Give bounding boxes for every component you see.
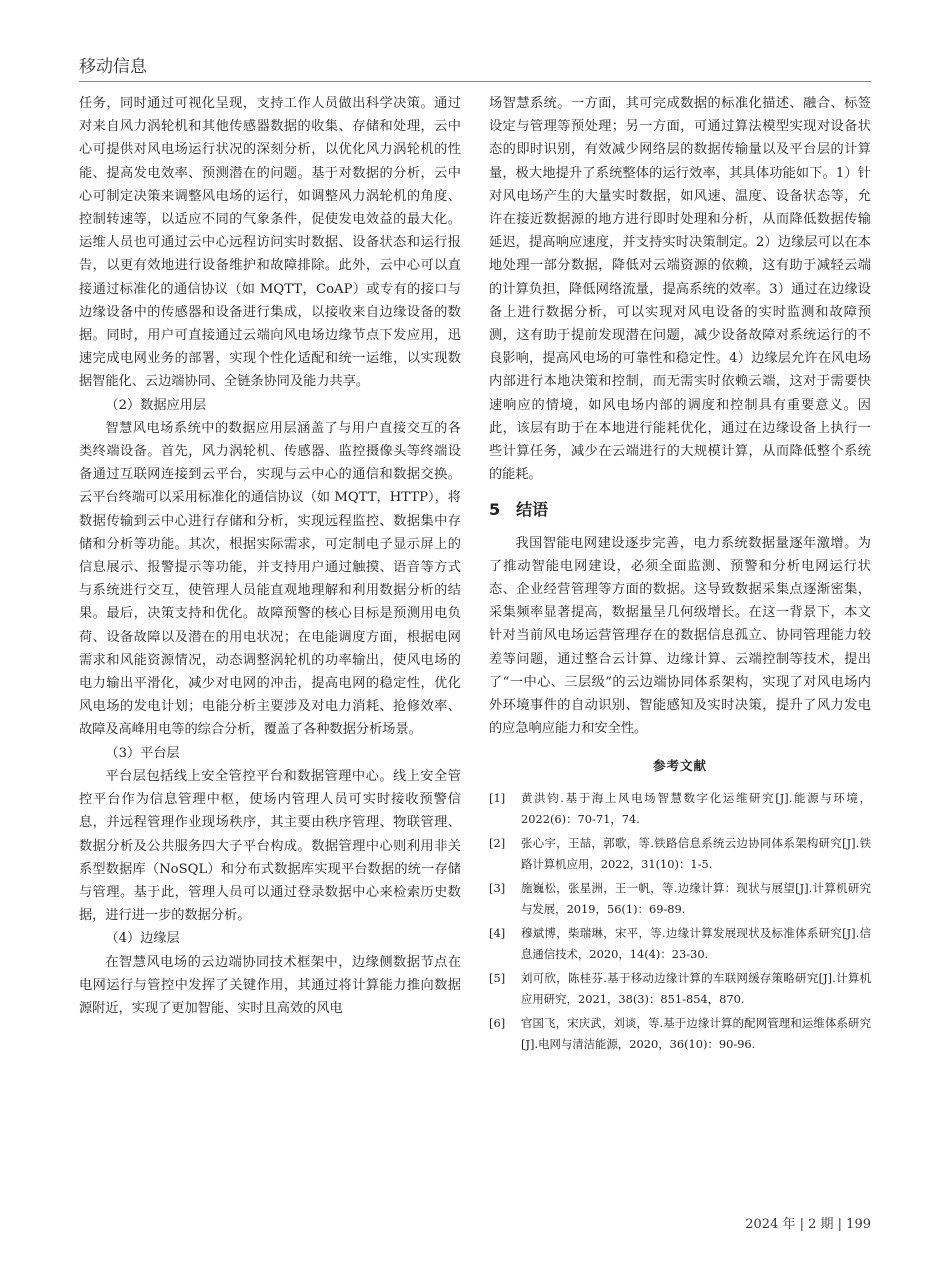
reference-text: 施巍松，张星洲，王一帆，等.边缘计算：现状与展望[J].计算机研究与发展，2019，56(1)：69-89. [521, 880, 871, 917]
reference-number: [3] [489, 880, 506, 895]
reference-item [489, 968, 871, 1011]
journal-name: 移动信息 [79, 57, 147, 77]
paragraph-platform: 平台层包括线上安全管控平台和数据管理中心。线上安全管控平台作为信息管理中枢，使场内管理人员可实时接收预警信息，并远程管理作业现场秩序，其主要由秩序管理、物联管理、数据分析及公共服务四大子平台构成。数据管理中心则利用非关系型数据库（NoSQL）和分布式数据库实现平台数据的统一存储与管理。基于此，管理人员可以通过登录数据中心来检索历史数据，进行进一步的数据分析。 [79, 768, 461, 924]
right-column [489, 92, 871, 1058]
reference-item [489, 788, 871, 831]
reference-text: 官国飞，宋庆武，刘谈，等.基于边缘计算的配网管理和运维体系研究[J].电网与清洁能源，2020，36(10)：90-96. [521, 1015, 871, 1052]
reference-item [489, 923, 871, 966]
section-title: 结语 [516, 500, 549, 520]
paragraph-cloud-center: 任务，同时通过可视化呈现，支持工作人员做出科学决策。通过对来自风力涡轮机和其他传感器数据的收集、存储和处理，云中心可提供对风电场运行状况的深刻分析，以优化风力涡轮机的性能、提高发电效率、预测潜在的问题。基于对数据的分析，云中心可制定决策来调整风电场的运行，如调整风力涡轮机的角度、控制转速等，以适应不同的气象条件，促使发电效益的最大化。运维人员也可通过云中心远程访问实时数据、设备状态和运行报告，以更有效地进行设备维护和故障排除。此外，云中心可以直接通过标准化的通信协议（如 MQTT，CoAP）或专有的接口与边缘设备中的传感器和设备进行集成，以接收来自边缘设备的数据。同时，用户可直接通过云端向风电场边缘节点下发应用，迅速完成电网业务的部署，实现个性化适配和统一运维，以实现数据智能化、云边端协同、全链条协同及能力共享。 [79, 96, 461, 390]
reference-item [489, 833, 871, 876]
reference-text: 张心宇，王喆，郭歌，等.铁路信息系统云边协同体系架构研究[J].铁路计算机应用，2022，31(10)：1-5. [521, 835, 871, 872]
paragraph-data-application: 智慧风电场系统中的数据应用层涵盖了与用户直接交互的各类终端设备。首先，风力涡轮机、传感器、监控摄像头等终端设备通过互联网连接到云平台，实现与云中心的通信和数据交换。云平台终端可以采用标准化的通信协议（如 MQTT，HTTP），将数据传输到云中心进行存储和分析，实现远程监控、数据集中存储和分析等功能。其次，根据实际需求，可定制电子显示屏上的信息展示、报警提示等功能，并支持用户通过触摸、语音等方式与系统进行交互，使管理人员能直观地理解和利用数据分析的结果。最后，决策支持和优化。故障预警的核心目标是预测用电负荷、设备故障以及潜在的用电状况；在电能调度方面，根据电网需求和风能资源情况，动态调整涡轮机的功率输出，使风电场的电力输出平滑化，减少对电网的冲击，提高电网的稳定性，优化风电场的发电计划；电能分析主要涉及对电力消耗、抢修效率、故障及高峰用电等的综合分析，覆盖了各种数据分析场景。 [79, 420, 461, 738]
references-list [489, 788, 871, 1056]
subheading-platform: （3）平台层 [105, 745, 180, 761]
paragraph-conclusion: 我国智能电网建设逐步完善，电力系统数据量逐年激增。为了推动智能电网建设，必须全面监测、预警和分析电网运行状态、企业经营管理等方面的数据。这导致数据采集点逐渐密集，采集频率显著提高，数据量呈几何级增长。在这一背景下，本文针对当前风电场运营管理存在的数据信息孤立、协同管理能力较差等问题，通过整合云计算、边缘计算、云端控制等技术，提出了“一中心、三层级”的云边端协同体系架构，实现了对风电场内外环境事件的自动识别、智能感知及实时决策，提升了风力发电的应急响应能力和安全性。 [489, 535, 871, 737]
section-number: 5 [489, 500, 501, 520]
header-rule [79, 81, 871, 82]
references-title: 参考文献 [652, 758, 707, 774]
subheading-data-application: （2）数据应用层 [105, 397, 207, 413]
reference-number: [2] [489, 835, 506, 850]
reference-text: 穆斌博，柴瑞琳，宋平，等.边缘计算发展现状及标准体系研究[J].信息通信技术，2020，14(4)：23-30. [521, 925, 871, 962]
paragraph-edge-continued: 场智慧系统。一方面，其可完成数据的标准化描述、融合、标签设定与管理等预处理；另一方面，可通过算法模型实现对设备状态的即时识别，有效减少网络层的数据传输量以及平台层的计算量，极大地提升了系统整体的运行效率，其具体功能如下。1）针对风电场产生的大量实时数据，如风速、温度、设备状态等，允许在接近数据源的地方进行即时处理和分析，从而降低数据传输延迟，提高响应速度，并支持实时决策制定。2）边缘层可以在本地处理一部分数据，降低对云端资源的依赖，这有助于减轻云端的计算负担，降低网络流量，提高系统的效率。3）通过在边缘设备上进行数据分析，可以实现对风电设备的实时监测和故障预测，这有助于提前发现潜在问题，减少设备故障对系统运行的不良影响，提高风电场的可靠性和稳定性。4）边缘层允许在风电场内部进行本地决策和控制，而无需实时依赖云端，这对于需要快速响应的情境，如风电场内部的调度和控制具有重要意义。因此，该层有助于在本地进行能耗优化，通过在边缘设备上执行一些计算任务，减少在云端进行的大规模计算，从而降低整个系统的能耗。 [489, 96, 871, 483]
page-footer: 2024 年 | 2 期 | 199 [745, 1217, 871, 1232]
reference-number: [4] [489, 925, 506, 940]
reference-text: 刘可欣，陈桂芬.基于移动边缘计算的车联网缓存策略研究[J].计算机应用研究，2021，38(3)：851-854，870. [521, 970, 871, 1007]
subheading-edge: （4）边缘层 [105, 931, 180, 947]
reference-item [489, 878, 871, 921]
paragraph-edge: 在智慧风电场的云边端协同技术框架中，边缘侧数据节点在电网运行与管控中发挥了关键作用，其通过将计算能力推向数据源附近，实现了更加智能、实时且高效的风电 [79, 954, 461, 1016]
reference-number: [6] [489, 1015, 506, 1030]
reference-item [489, 1013, 871, 1056]
reference-number: [5] [489, 970, 506, 985]
section-heading-conclusion [489, 498, 871, 521]
reference-text: 黄洪钧.基于海上风电场智慧数字化运维研究[J].能源与环境，2022(6)：70-71，74. [521, 790, 871, 827]
left-column [79, 92, 461, 1020]
reference-number: [1] [489, 790, 506, 805]
